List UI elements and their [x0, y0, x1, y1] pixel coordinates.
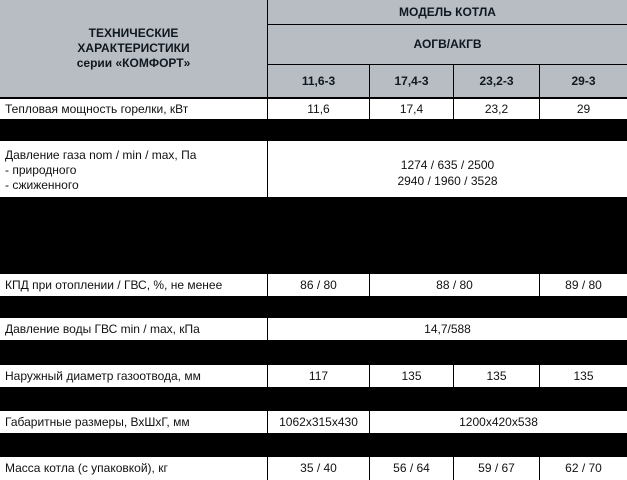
flue-diameter-value-2: 135	[370, 365, 453, 387]
flue-diameter-value-3: 135	[454, 365, 539, 387]
flue-diameter-label: Наружный диаметр газоотвода, мм	[0, 365, 267, 387]
water-pressure-label: Давление воды ГВС min / max, кПа	[0, 318, 267, 340]
title-line-2: ХАРАКТЕРИСТИКИ	[77, 41, 190, 55]
gas-liquefied-value: 2940 / 1960 / 3528	[397, 174, 498, 188]
dimensions-value-1: 1062x315x430	[268, 411, 369, 433]
model-column-3: 23,2-3	[454, 65, 539, 97]
title-line-3: серии «КОМФОРТ»	[76, 56, 191, 70]
power-value-1: 11,6	[268, 99, 369, 119]
power-value-3: 23,2	[454, 99, 539, 119]
model-column-2: 17,4-3	[370, 65, 453, 97]
gas-natural-label: - природного	[5, 163, 77, 177]
efficiency-value-2-3: 88 / 80	[370, 274, 539, 296]
model-header: МОДЕЛЬ КОТЛА	[268, 0, 627, 24]
gas-pressure-title: Давление газа nom / min / max, Па	[5, 148, 197, 162]
model-column-1: 11,6-3	[268, 65, 369, 97]
mass-value-4: 62 / 70	[540, 457, 627, 480]
power-value-2: 17,4	[370, 99, 453, 119]
mass-value-3: 59 / 67	[454, 457, 539, 480]
gas-natural-value: 1274 / 635 / 2500	[400, 158, 495, 172]
mass-label: Масса котла (с упаковкой), кг	[0, 457, 267, 480]
efficiency-label: КПД при отоплении / ГВС, %, не менее	[0, 274, 267, 296]
efficiency-value-4: 89 / 80	[540, 274, 627, 296]
mass-value-2: 56 / 64	[370, 457, 453, 480]
flue-diameter-value-4: 135	[540, 365, 627, 387]
gas-pressure-values	[268, 141, 627, 197]
water-pressure-value: 14,7/588	[268, 318, 627, 340]
model-column-4: 29-3	[540, 65, 627, 97]
gas-liquefied-label: - сжиженного	[5, 178, 79, 192]
gas-pressure-label	[0, 141, 267, 197]
dimensions-value-2-4: 1200x420x538	[370, 411, 627, 433]
dimensions-label: Габаритные размеры, ВхШхГ, мм	[0, 411, 267, 433]
efficiency-value-1: 86 / 80	[268, 274, 369, 296]
table-title	[0, 0, 267, 97]
power-value-4: 29	[540, 99, 627, 119]
title-line-1: ТЕХНИЧЕСКИЕ	[88, 26, 179, 40]
flue-diameter-value-1: 117	[268, 365, 369, 387]
mass-value-1: 35 / 40	[268, 457, 369, 480]
power-label: Тепловая мощность горелки, кВт	[0, 99, 267, 119]
model-series: АОГВ/АКГВ	[268, 25, 627, 64]
